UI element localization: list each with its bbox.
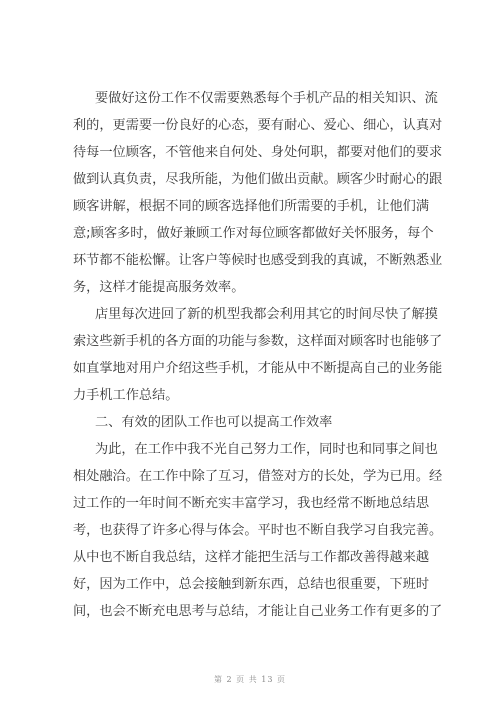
paragraph-2-line-4: 力手机工作总结。 [73, 388, 179, 403]
paragraph-1-line-5: 顾客讲解，根据不同的顾客选择他们所需要的手机，让他们满 [73, 199, 430, 214]
paragraph-3-line-7: 间，也会不断充电思考与总结，才能让自己业务工作有更多的了 [73, 604, 443, 619]
paragraph-1-line-7: 环节都不能松懈。让客户等候时也感受到我的真诚，不断熟悉业 [73, 253, 443, 268]
paragraph-1-line-3: 待每一位顾客，不管他来自何处、身处何职，都要对他们的要求 [73, 145, 443, 160]
paragraph-3-line-6: 好，因为工作中，总会接触到新东西，总结也很重要，下班时 [73, 577, 430, 592]
paragraph-2-line-2: 索这些新手机的各方面的功能与参数，这样面对顾客时也能够了 [73, 334, 443, 349]
paragraph-3-line-4: 考，也获得了许多心得与体会。平时也不断自我学习自我完善。 [73, 523, 443, 538]
paragraph-1-line-2: 利的，更需要一份良好的心态，要有耐心、爱心、细心，认真对 [73, 118, 443, 133]
page-footer: 第 2 页 共 13 页 [214, 675, 286, 684]
paragraph-3-line-3: 过工作的一年时间不断充实丰富学习，我也经常不断地总结思 [73, 496, 430, 511]
paragraph-1-line-4: 做到认真负责，尽我所能，为他们做出贡献。顾客少时耐心的跟 [73, 172, 443, 187]
paragraph-3-line-2: 相处融洽。在工作中除了互习，借签对方的长处，学为已用。经 [73, 469, 443, 484]
paragraph-2-line-3: 如直掌地对用户介绍这些手机，才能从中不断提高自己的业务能 [73, 361, 443, 376]
paragraph-2-line-1: 店里每次进回了新的机型我都会利用其它的时间尽快了解摸 [95, 307, 438, 322]
paragraph-1-line-1: 要做好这份工作不仅需要熟悉每个手机产品的相关知识、流 [95, 91, 438, 106]
paragraph-3-line-5: 从中也不断自我总结，这样才能把生活与工作都改善得越来越 [73, 550, 430, 565]
paragraph-1-line-8: 务，这样才能提高服务效率。 [73, 280, 245, 295]
section-heading: 二、有效的团队工作也可以提高工作效率 [95, 415, 333, 430]
paragraph-1-line-6: 意;顾客多时，做好兼顾工作对每位顾客都做好关怀服务，每个 [73, 226, 434, 241]
paragraph-3-line-1: 为此，在工作中我不光自己努力工作，同时也和同事之间也 [95, 442, 438, 457]
